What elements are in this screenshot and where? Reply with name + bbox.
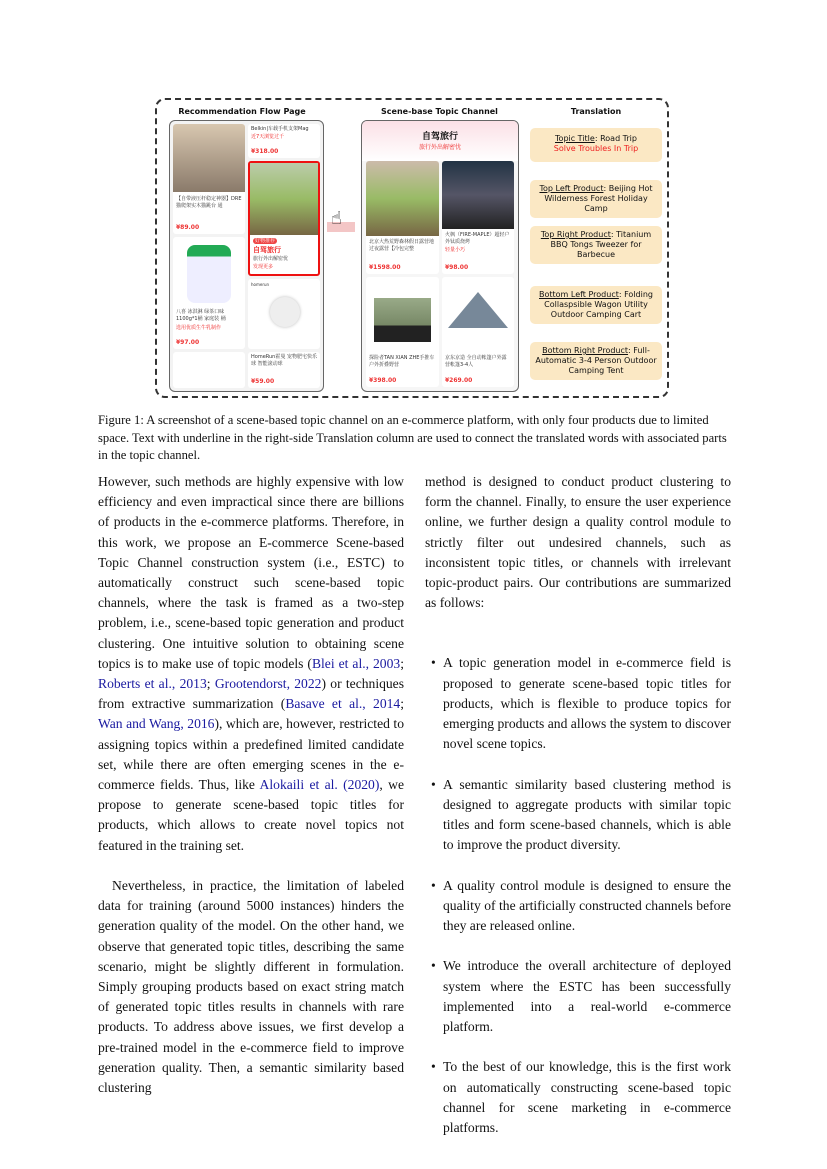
- paragraph: method is designed to conduct product clustering to form the channel. Finally, to ensure the user experience online, we further design a quality control module to strictly filter out undesired channels, such as inconsistent topic titles, or channels with irrelevant topic-product pairs. Our contributions are summarized as follows:: [425, 474, 731, 611]
- product-card: [248, 279, 320, 349]
- left-column: [98, 472, 404, 1098]
- product-card: [248, 352, 320, 388]
- product-text: Belkin|车载手机支架Mag: [251, 126, 309, 132]
- product-text: 京东京造 全自动帐篷户外露营帐篷3-4人: [445, 355, 507, 368]
- product-image: [448, 292, 508, 337]
- text-segment: ;: [400, 696, 404, 712]
- product-card: [248, 124, 320, 158]
- product-price: ¥98.00: [445, 264, 469, 271]
- product-subtext: 选用优质生牛乳制作: [176, 325, 222, 331]
- text-segment: ) or techniques from extractive summarization (: [98, 676, 405, 712]
- product-image: [374, 287, 431, 342]
- product-image: [270, 297, 300, 327]
- channel-title: 自驾旅行: [421, 132, 458, 142]
- product-subtext: 近7天浏览过千: [251, 134, 285, 140]
- translation-box: Topic Title: Road Trip Solve Troubles In Trip: [530, 128, 662, 162]
- product-image: [442, 161, 514, 229]
- product-text: 【自带液压杆稳定神器】DRE猫爬架实木猫跳台 通: [176, 196, 242, 209]
- list-item: • To the best of our knowledge, this is the first work on automatically constructing scene-based topic channel for scene marketing in e-commerce platforms.: [425, 1057, 731, 1138]
- topic-subtitle: 旅行外出解密忧: [253, 256, 289, 262]
- product-subtext: 轻量小巧: [445, 247, 466, 253]
- product-text: 八喜 冰淇淋 绿茶口味 1100g*1桶 家庭装 桶: [176, 309, 226, 322]
- translation-box: Top Right Product: Titanium BBQ Tongs Tweezer for Barbecue: [530, 226, 662, 264]
- product-price: ¥1598.00: [369, 264, 401, 271]
- topic-channel-phone: [361, 120, 519, 392]
- figure-1: [155, 98, 669, 398]
- citation-link[interactable]: Grootendorst, 2022: [214, 676, 322, 692]
- panel-title: Translation: [570, 107, 622, 116]
- topic-image: [250, 163, 318, 235]
- list-item: • We introduce the overall architecture of deployed system where the ESTC has been successfully implemented into a real-world e-commerce platform.: [425, 956, 731, 1037]
- citation-link[interactable]: Basave et al., 2014: [285, 696, 401, 712]
- product-text: 北京大热荒野森林假日露营地过夜露营【冷包完整: [369, 239, 435, 252]
- topic-badge: 好物推荐: [255, 238, 276, 244]
- text-segment: However, such methods are highly expensive with low efficiency and even impractical since there are billions of products in the e-commerce platforms. Therefore, in this work, we propose an E-commerce Scene-based Topic Channel construction system (i.e., ESTC) to automatically construct such scene-based topic channels, where the task is framed as a two-step problem, i.e., scene-based topic generation and product clustering. One intuitive solution to obtaining scene topics is to make use of topic models (: [98, 474, 404, 671]
- panel-title: Recommendation Flow Page: [178, 107, 306, 116]
- product-image: [173, 124, 245, 192]
- text-segment: , we propose to generate scene-based topic titles for products, which allows to create novel topics not featured in the training set.: [98, 777, 404, 853]
- contributions-list: [425, 653, 731, 1138]
- paragraph: Nevertheless, in practice, the limitation of labeled data for training (around 5000 instances) hinders the generation quality of the model. On the other hand, we observe that generated topic titles, describing the same scenario, might be slightly different in formulation. Simply grouping products based on exact string match of generated topic titles results in channels with rare products. To address above issues, we first develop a pre-trained model in the e-commerce field to improve generation quality. Then, a semantic similarity based clustering: [98, 878, 404, 1096]
- translation-box: Bottom Right Product: Full-Automatic 3-4 Person Outdoor Camping Tent: [530, 342, 662, 380]
- topic-tag: 发现更多: [253, 264, 274, 270]
- product-card: [173, 352, 245, 388]
- citation-link[interactable]: Wan and Wang, 2016: [98, 716, 215, 732]
- translation-box: Top Left Product: Beijing Hot Wilderness Forest Holiday Camp: [530, 180, 662, 218]
- list-item: • A topic generation model in e-commerce field is proposed to generate scene-based topic titles for products, which is flexible to produce topics for emerging products and allows the system to discover novel scene topics.: [425, 653, 731, 754]
- product-price: ¥89.00: [176, 224, 200, 231]
- text-segment: ;: [206, 676, 215, 692]
- paragraph: [98, 472, 404, 856]
- panel-title: Scene-base Topic Channel: [381, 107, 498, 116]
- product-card: [173, 237, 245, 349]
- translation-box: Bottom Left Product: Folding Collaspsible Wagon Utility Outdoor Camping Cart: [530, 286, 662, 324]
- citation-link[interactable]: Alokaili et al. (2020): [259, 777, 380, 793]
- text-segment: ;: [400, 655, 404, 671]
- list-item: • A semantic similarity based clustering method is designed to aggregate products with similar topic titles and form scene-based channels, which is able to improve the product diversity.: [425, 775, 731, 856]
- product-price: ¥269.00: [445, 377, 473, 384]
- product-text: homerun: [251, 282, 270, 287]
- citation-link[interactable]: Blei et al., 2003: [311, 655, 401, 671]
- recommendation-flow-phone: [169, 120, 324, 392]
- product-text: 火枫（FIRE-MAPLE）超轻户外钛质烧烤: [445, 232, 510, 245]
- translation-extra: Solve Troubles In Trip: [553, 144, 639, 153]
- product-text: 探险者TAN XIAN ZHE手推车户外折叠野营: [369, 355, 435, 368]
- product-price: ¥398.00: [369, 377, 397, 384]
- product-card: [366, 277, 439, 387]
- product-card: [442, 277, 514, 387]
- topic-title: 自驾旅行: [253, 246, 281, 254]
- product-card: [442, 161, 514, 274]
- product-card: [173, 124, 245, 234]
- product-price: ¥59.00: [251, 378, 275, 385]
- topic-channel-card[interactable]: [248, 161, 320, 276]
- product-image: [187, 245, 231, 303]
- product-image: [366, 161, 439, 236]
- product-price: ¥97.00: [176, 339, 200, 346]
- product-price: ¥318.00: [251, 148, 279, 155]
- text-segment: ), which are, however, restricted to assigning topics within a predefined limited candidate set, while there are often emerging scenes in the e-commerce fields. Thus, like: [98, 716, 404, 793]
- product-card: [366, 161, 439, 274]
- hand-pointer-icon: ☝: [331, 208, 342, 229]
- citation-link[interactable]: Roberts et al., 2013: [98, 676, 207, 692]
- channel-subtitle: 旅行外出解密忧: [418, 144, 461, 151]
- product-text: HomeRun霍曼 宠物肥宅快乐球 智能滚动球: [251, 354, 317, 367]
- figure-caption: Figure 1: A screenshot of a scene-based topic channel on an e-commerce platform, with only four products due to limited space. Text with underline in the right-side Translation column are used to connect the translated words with associated parts in the topic channel.: [98, 413, 727, 463]
- list-item: • A quality control module is designed to ensure the quality of the artificially constructed channels before they are released online.: [425, 876, 731, 937]
- right-column: [425, 472, 731, 1158]
